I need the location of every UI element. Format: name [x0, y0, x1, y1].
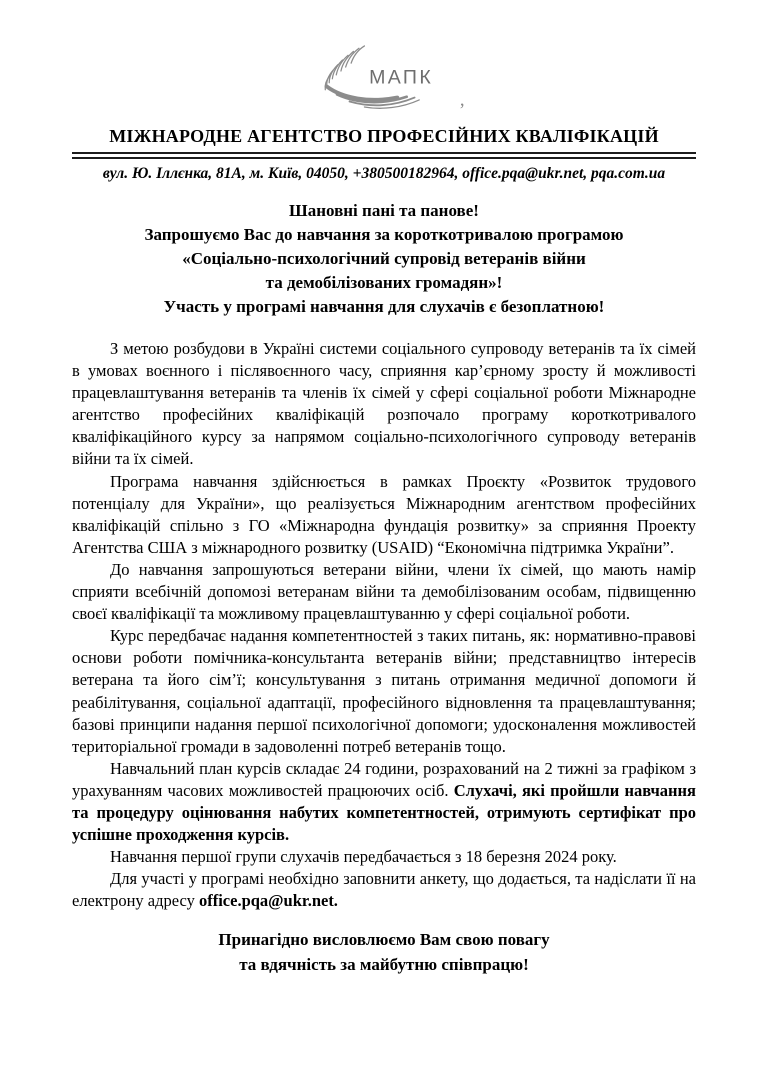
- paragraph-text: Навчання першої групи слухачів передбачається з 18 березня 2024 року.: [110, 847, 617, 867]
- body-paragraph: [72, 868, 696, 912]
- header-divider: [72, 152, 696, 159]
- body-paragraph: [72, 625, 696, 758]
- greeting-line: та демобілізованих громадян»!: [265, 273, 503, 292]
- paragraph-text: До навчання запрошуються ветерани війни, члени їх сімей, що мають намір сприяти всебічній допомозі ветеранам війни та демобілізованим особам, підвищенню своєї кваліфікації та можливому працевлаштуванню у сфері соціальної роботи.: [72, 559, 696, 624]
- paragraph-text: З метою розбудови в Україні системи соціального супроводу ветеранів та їх сімей в умовах воєнного і післявоєнного часу, сприяння кар’єрному зросту й можливості працевлаштування ветеранів та членів їх сімей у сфері соціальної роботи Міжнародне агентство професійних кваліфікацій розпочало програму короткотривалого кваліфікаційного курсу за напрямом соціально-психологічного супроводу ветеранів війни та їх сімей.: [72, 339, 696, 469]
- email-address: office.pqa@ukr.net.: [198, 891, 338, 911]
- closing-line: та вдячність за майбутню співпрацю!: [239, 955, 529, 975]
- paragraph-text-bold: Слухачі, які пройшли навчання та процедуру оцінювання набутих компетентностей, отримують сертифікат про успішне проходження курсів.: [72, 780, 696, 845]
- logo-mark: ,: [459, 89, 465, 111]
- greeting-line: Участь у програмі навчання для слухачів є безоплатною!: [163, 297, 605, 316]
- body-paragraph: [72, 338, 696, 471]
- paragraph-text: Для участі у програмі необхідно заповнити анкету, що додається, та надіслати її на електрону адресу: [72, 869, 696, 911]
- greeting-line: «Соціально-психологічний супровід ветеранів війни: [182, 249, 586, 268]
- closing-line: Принагідно висловлюємо Вам свою повагу: [218, 930, 550, 950]
- org-name: МІЖНАРОДНЕ АГЕНТСТВО ПРОФЕСІЙНИХ КВАЛІФІКАЦІЙ: [109, 126, 659, 146]
- feather-logo-icon: [294, 38, 474, 118]
- body-paragraph: [72, 559, 696, 625]
- logo: [72, 38, 696, 118]
- closing-block: [72, 927, 696, 977]
- address-line: вул. Ю. Іллєнка, 81А, м. Київ, 04050, +380500182964, office.pqa@ukr.net, pqa.com.ua: [102, 165, 666, 182]
- body-paragraph: [72, 471, 696, 559]
- paragraph-text: Навчальний план курсів складає 24 години, розрахований на 2 тижні за графіком з урахуванням часових можливостей працюючих осіб.: [72, 758, 696, 800]
- paragraph-text: Програма навчання здійснюється в рамках Проєкту «Розвиток трудового потенціалу для України», що реалізується Міжнародним агентством професійних кваліфікацій спільно з ГО «Міжнародна фундація розвитку» за сприяння Проекту Агентства США з міжнародного розвитку (USAID) “Економічна підтримка України”.: [72, 471, 696, 557]
- body-paragraph: [72, 846, 696, 868]
- body-paragraph: [72, 758, 696, 846]
- greeting-line: Шановні пані та панове!: [289, 201, 479, 220]
- letter-body: [72, 338, 696, 912]
- greeting-block: [72, 199, 696, 319]
- logo-text: МАПК: [369, 66, 434, 89]
- greeting-line: Запрошуємо Вас до навчання за короткотривалою програмою: [144, 225, 624, 244]
- paragraph-text: Курс передбачає надання компетентностей з таких питань, як: нормативно-правові основи роботи помічника-консультанта ветеранів війни; представництво інтересів ветерана та його сім’ї; консультування з питань отримання медичної допомоги й реабілітування, соціальної адаптації, професійного відновлення та працевлаштування; базові принципи надання першої психологічної допомоги; удосконалення можливостей територіальної громади в задоволенні потреб ветеранів тощо.: [72, 626, 696, 756]
